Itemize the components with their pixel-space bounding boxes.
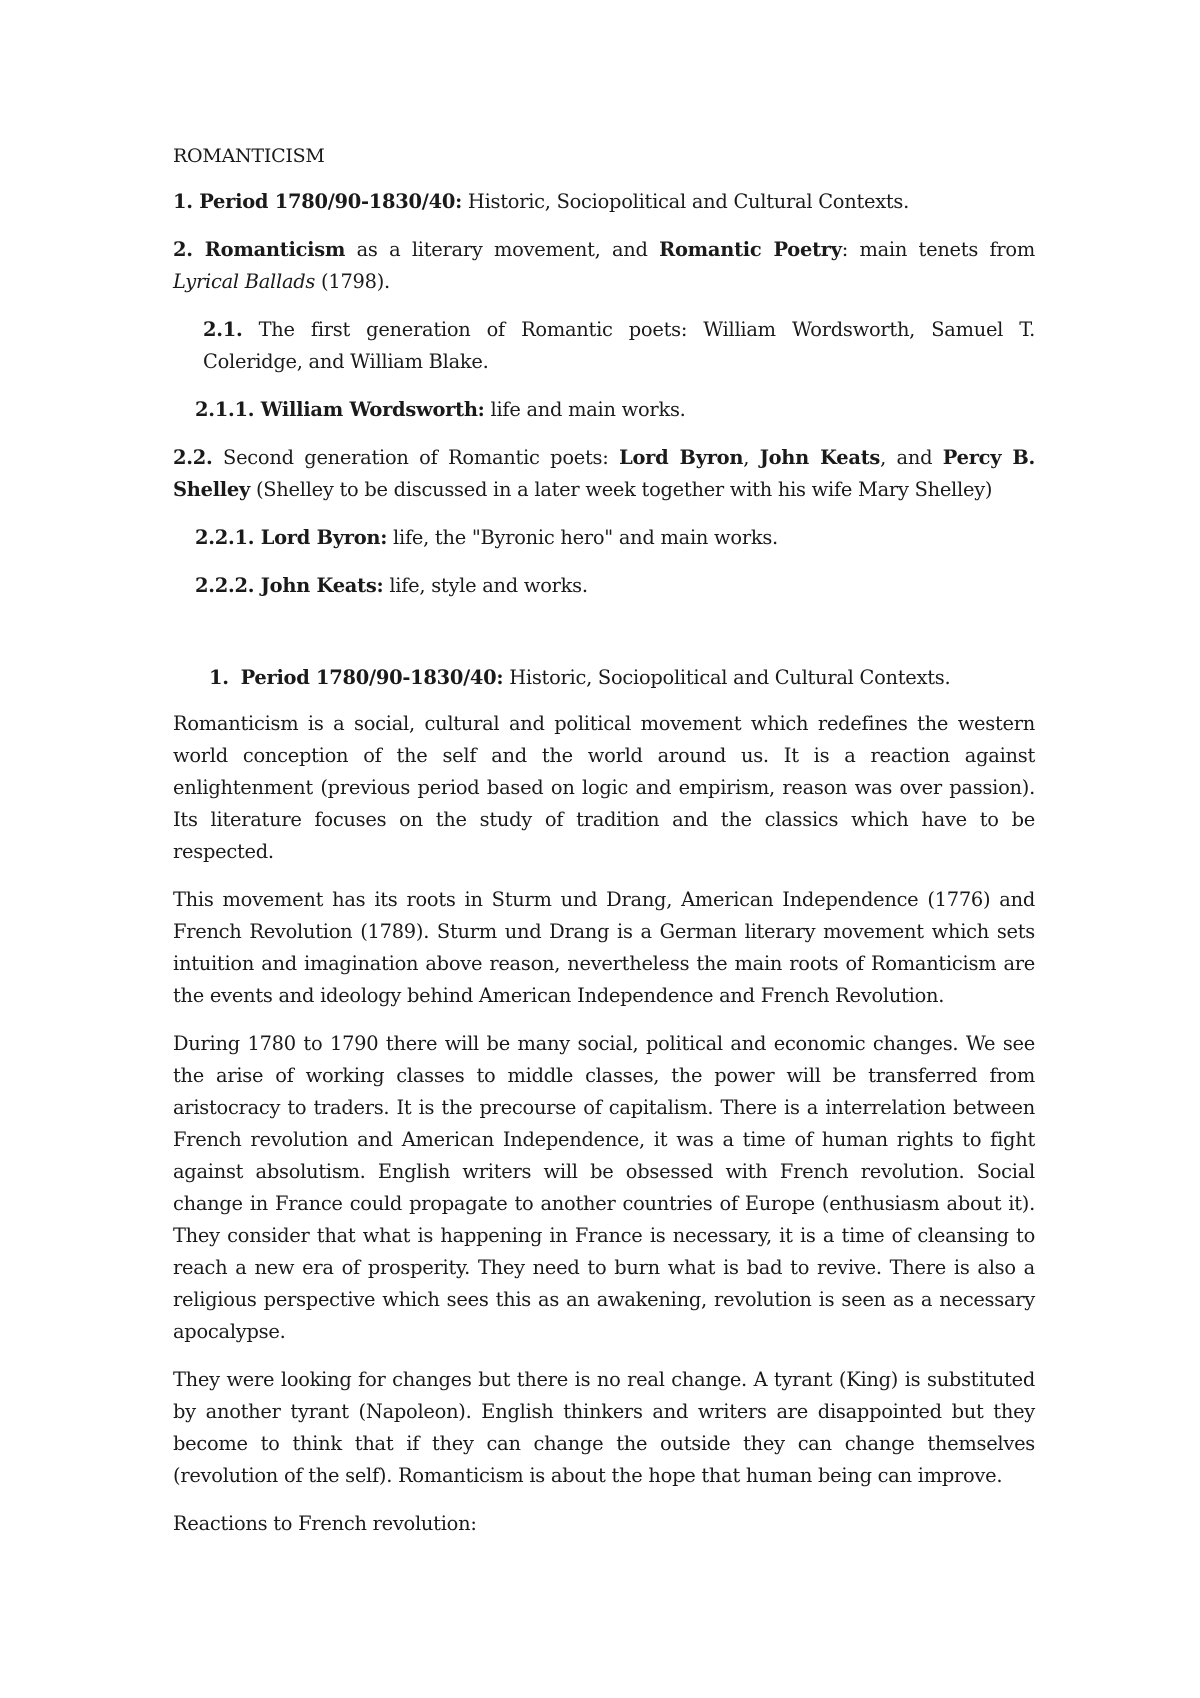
outline-item-2-heading: Romanticism: [192, 238, 346, 261]
outline-item-2-2-1-text: life, the "Byronic hero" and main works.: [387, 526, 778, 549]
outline-item-2-2-number: 2.2.: [173, 446, 213, 469]
outline-item-2-2-text-4: (Shelley to be discussed in a later week together with his wife Mary Shelley): [250, 478, 993, 501]
section-spacer: [173, 618, 1035, 662]
body-paragraph: They were looking for changes but there is no real change. A tyrant (King) is substituted by another tyrant (Napoleon). English thinkers and writers are disappointed but they become to think that if they can change the outside they can change themselves (revolution of the self). Romanticism is about the hope that human being can improve.: [173, 1368, 1035, 1487]
section-1-title: Period 1780/90-1830/40:: [240, 666, 504, 689]
outline-item-2: [173, 234, 1035, 298]
outline-item-2-text-3: (1798).: [315, 270, 390, 293]
section-1-subtitle: Historic, Sociopolitical and Cultural Contexts.: [503, 666, 951, 689]
outline-item-1-text: Historic, Sociopolitical and Cultural Contexts.: [462, 190, 910, 213]
body-paragraph: Romanticism is a social, cultural and political movement which redefines the western world conception of the self and the world around us. It is a reaction against enlightenment (previous period based on logic and empirism, reason was over passion). Its literature focuses on the study of tradition and the classics which have to be respected.: [173, 712, 1035, 863]
outline-item-2-2-2-text: life, style and works.: [383, 574, 588, 597]
body-paragraph: This movement has its roots in Sturm und Drang, American Independence (1776) and French Revolution (1789). Sturm und Drang is a German literary movement which sets intuition and imagination above reason, nevertheless the main roots of Romanticism are the events and ideology behind American Independence and French Revolution.: [173, 888, 1035, 1007]
outline-item-2-2-text-2: ,: [743, 446, 760, 469]
outline-item-2-text-1: as a literary movement, and: [345, 238, 660, 261]
section-1-number: 1.: [209, 666, 229, 689]
document-page: [173, 140, 1035, 1556]
outline-item-2-2-text-1: Second generation of Romantic poets:: [212, 446, 620, 469]
outline-item-2-2-name-1: Lord Byron: [619, 446, 744, 469]
outline-item-1: [173, 186, 1035, 218]
outline-item-2-1-1-text: life and main works.: [484, 398, 686, 421]
body-paragraph: Reactions to French revolution:: [173, 1512, 477, 1535]
outline-item-1-heading: Period 1780/90-1830/40:: [192, 190, 462, 213]
outline-item-2-1-1-heading: 2.1.1. William Wordsworth:: [195, 398, 485, 421]
outline-item-2-heading-2: Romantic Poetry: [659, 238, 842, 261]
outline-item-2-2: [173, 442, 1035, 506]
outline-item-2-number: 2.: [173, 238, 193, 261]
document-title: ROMANTICISM: [173, 145, 325, 167]
section-1-heading: [173, 662, 1035, 694]
outline-item-2-2-name-2: John Keats: [759, 446, 881, 469]
body-paragraph: During 1780 to 1790 there will be many social, political and economic changes. We see the arise of working classes to middle classes, the power will be transferred from aristocracy to traders. It is the precourse of capitalism. There is a interrelation between French revolution and American Independence, it was a time of human rights to fight against absolutism. English writers will be obsessed with French revolution. Social change in France could propagate to another countries of Europe (enthusiasm about it). They consider that what is happening in France is necessary, it is a time of cleansing to reach a new era of prosperity. They need to burn what is bad to revive. There is also a religious perspective which sees this as an awakening, revolution is seen as a necessary apocalypse.: [173, 1032, 1035, 1343]
outline-item-2-text-2: : main tenets from: [841, 238, 1035, 261]
outline-item-1-number: 1.: [173, 190, 193, 213]
outline-item-2-2-name-3: Percy B. Shelley: [173, 446, 1036, 501]
outline-item-2-2-2: [173, 570, 1035, 602]
outline-item-2-1-text: The first generation of Romantic poets: William Wordsworth, Samuel T. Coleridge, and William Blake.: [203, 318, 1035, 373]
outline-item-2-2-1-heading: 2.2.1. Lord Byron:: [195, 526, 388, 549]
outline-item-2-2-2-heading: 2.2.2. John Keats:: [195, 574, 384, 597]
outline-item-2-1-number: 2.1.: [203, 318, 243, 341]
outline-item-2-1-1: [173, 394, 1035, 426]
outline-item-2-title: Lyrical Ballads: [173, 270, 316, 293]
outline-item-2-2-text-3: , and: [880, 446, 943, 469]
outline-item-2-1: [173, 314, 1035, 378]
outline-item-2-2-1: [173, 522, 1035, 554]
